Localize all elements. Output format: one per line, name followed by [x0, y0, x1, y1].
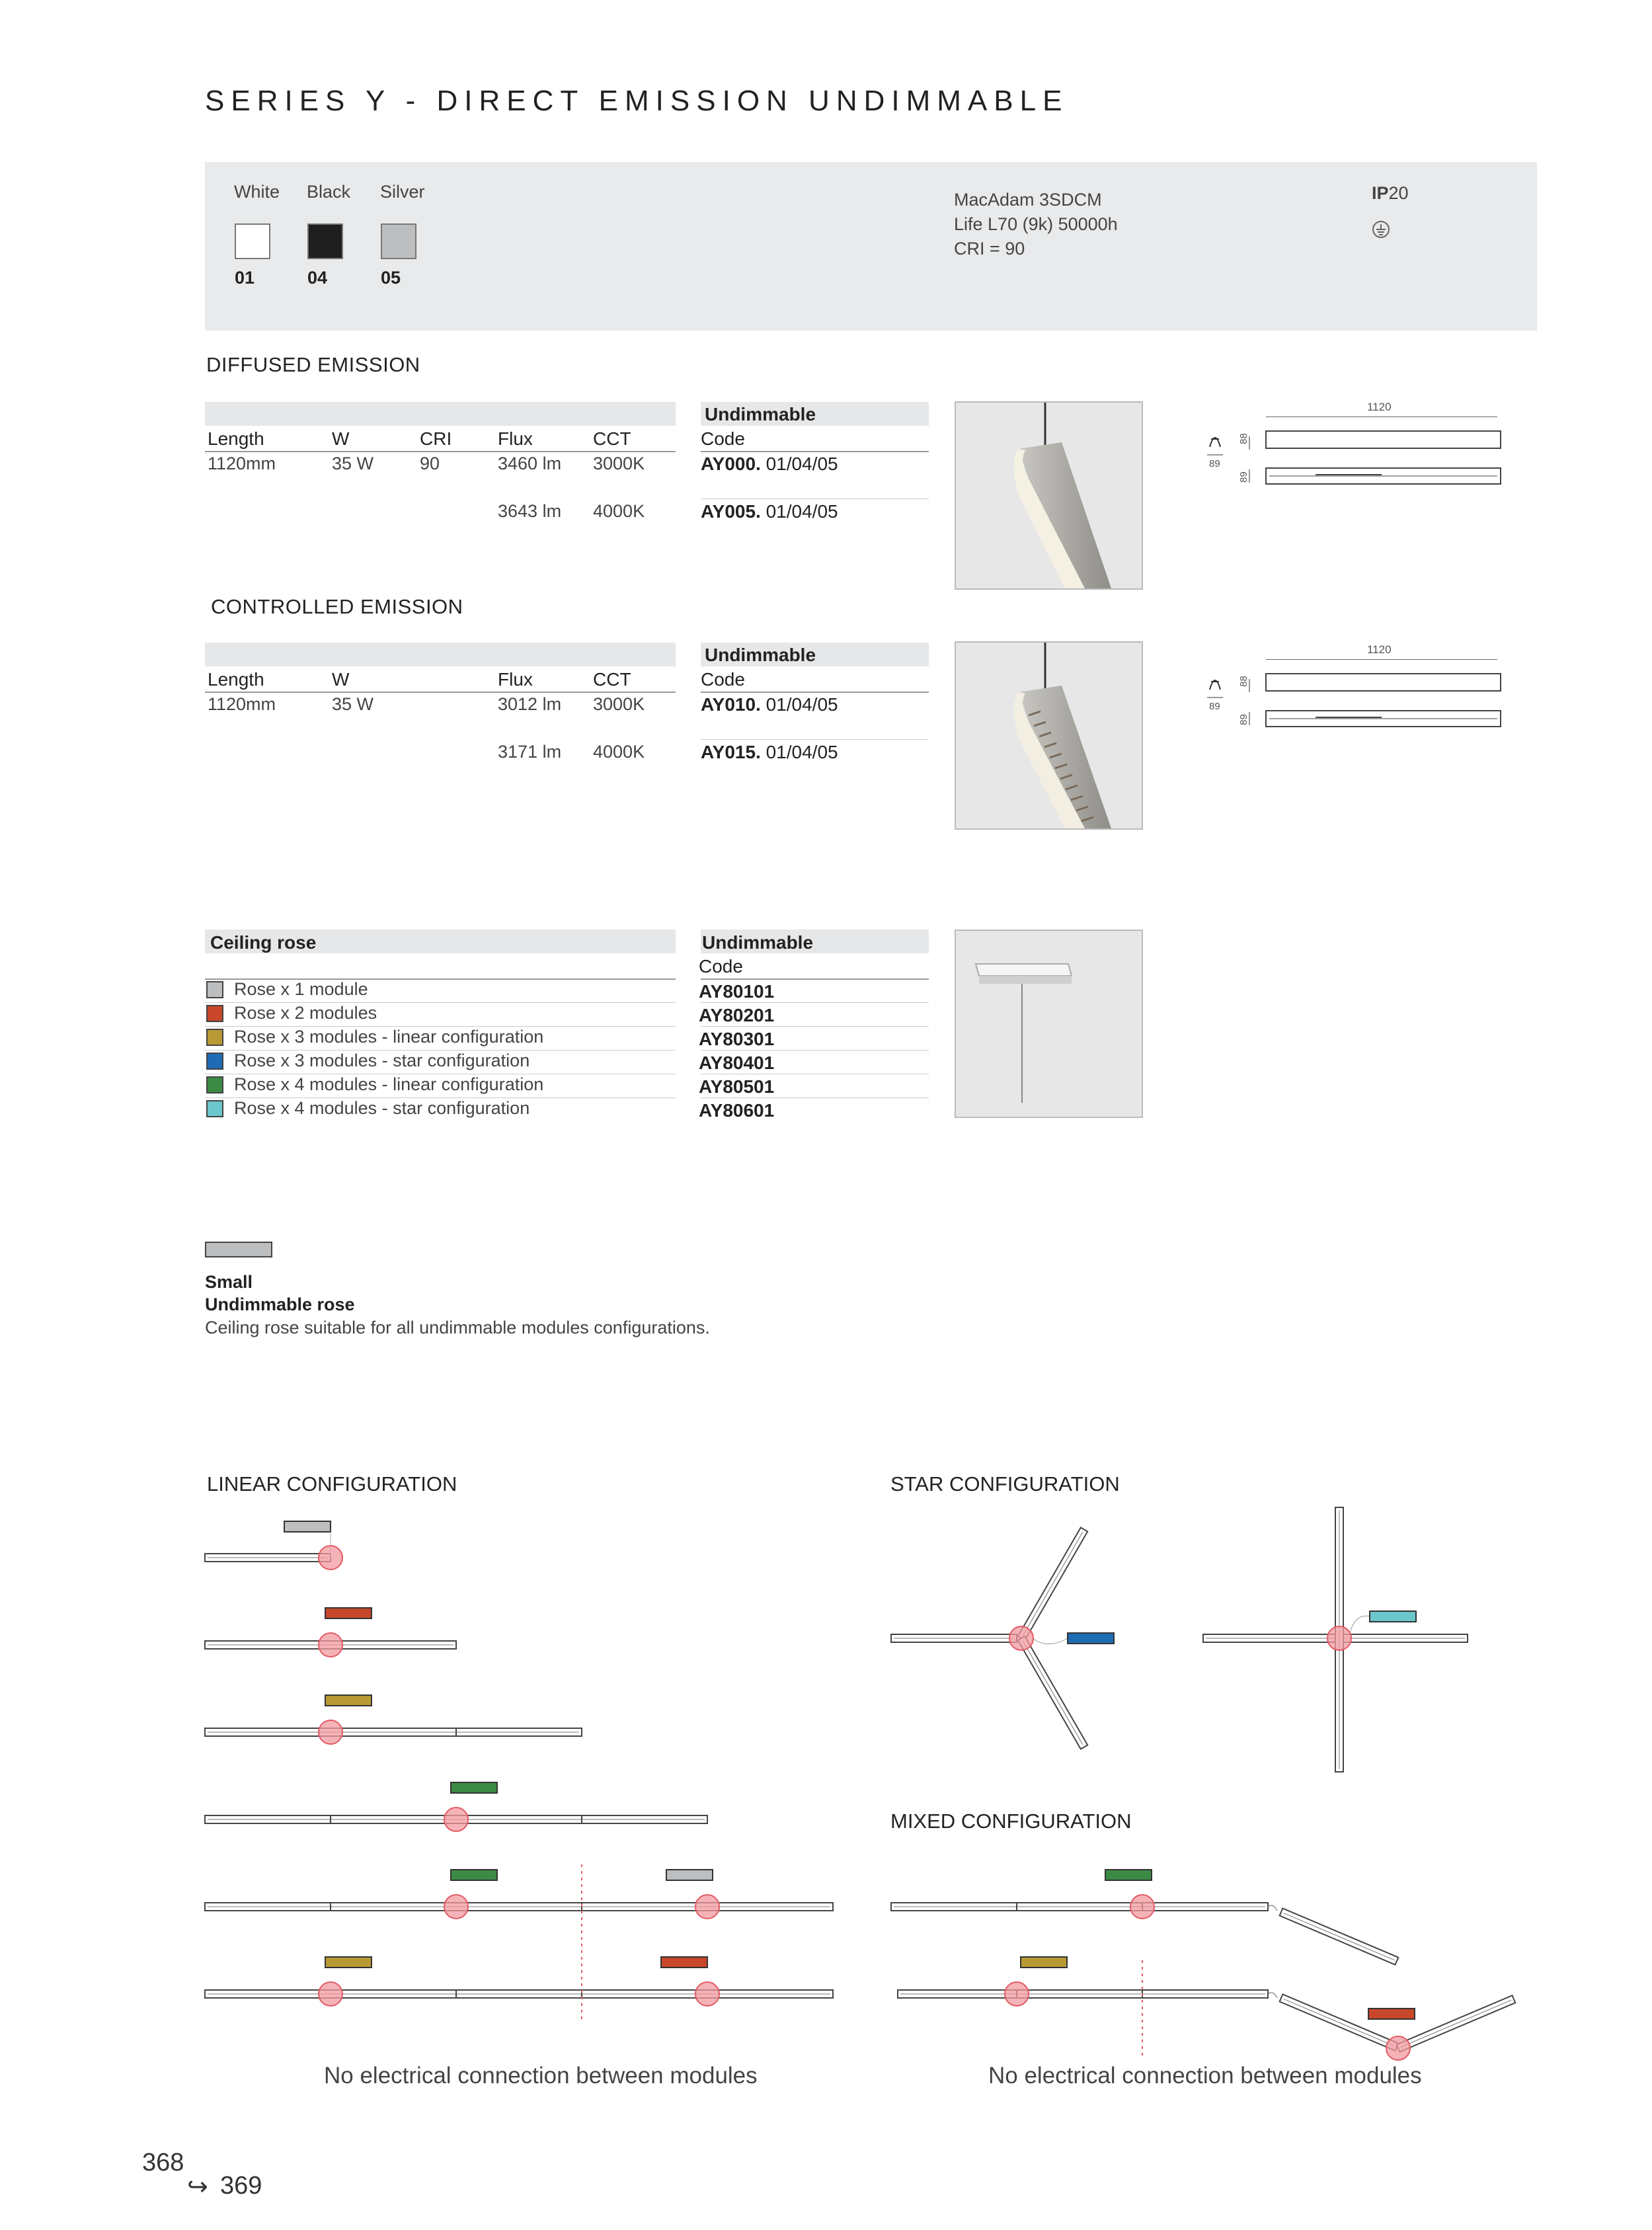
divider — [701, 1002, 929, 1003]
controlled-row1-code-number: AY010. — [701, 694, 761, 715]
rose-item-label: Rose x 4 modules - star configuration — [234, 1098, 530, 1118]
finish-swatch-silver[interactable] — [381, 223, 416, 259]
spec-cri: CRI = 90 — [954, 239, 1025, 259]
diffused-row2-cct: 4000K — [593, 501, 645, 521]
diffused-row1-code-number: AY000. — [701, 454, 761, 474]
diffused-dim-h1: 88 — [1238, 433, 1249, 444]
rose-item-label: Rose x 1 module — [234, 979, 368, 999]
finish-swatch-black[interactable] — [307, 223, 343, 259]
page-arrow-icon: ↪ — [187, 2173, 208, 2201]
rose-item-label: Rose x 2 modules — [234, 1003, 377, 1023]
divider — [205, 451, 676, 452]
rose-item-code[interactable]: AY80101 — [699, 981, 775, 1002]
controlled-col-cct: CCT — [593, 669, 631, 690]
controlled-row2-finish: 01/04/05 — [766, 742, 838, 762]
spec-life: Life L70 (9k) 50000h — [954, 214, 1118, 234]
dimension-line — [1266, 659, 1497, 660]
diffused-header-bar — [205, 402, 676, 426]
rose-item-code[interactable]: AY80601 — [699, 1100, 775, 1121]
rose-item-label: Rose x 4 modules - linear configuration — [234, 1074, 544, 1094]
divider — [205, 692, 676, 693]
rose-item-code[interactable]: AY80501 — [699, 1076, 775, 1097]
finish-swatch-white[interactable] — [235, 223, 270, 259]
rose-item-code[interactable]: AY80201 — [699, 1005, 775, 1025]
diffused-row1-w: 35 W — [332, 454, 374, 473]
controlled-row1-flux: 3012 lm — [498, 694, 562, 714]
diffused-col-w: W — [332, 428, 350, 449]
rose-color-swatch — [206, 1100, 223, 1117]
controlled-lamp-image — [956, 643, 1142, 828]
rose-image — [956, 931, 1142, 1117]
divider — [701, 739, 929, 740]
diffused-col-length: Length — [208, 428, 264, 449]
diffused-dim-length: 1120 — [1367, 401, 1392, 413]
page-number-right: 369 — [220, 2172, 262, 2200]
diffused-row1-flux: 3460 lm — [498, 454, 562, 473]
finish-label-black: Black — [307, 182, 351, 202]
diffused-title: DIFFUSED EMISSION — [206, 353, 420, 376]
page-title: SERIES Y - DIRECT EMISSION UNDIMMABLE — [205, 85, 1069, 117]
divider — [701, 978, 929, 980]
divider — [701, 498, 929, 499]
controlled-row1-finish: 01/04/05 — [766, 694, 838, 715]
mixed-no-connection-note: No electrical connection between modules — [988, 2063, 1422, 2089]
rose-color-swatch — [206, 1005, 223, 1022]
linear-configuration-diagram — [198, 1507, 859, 2023]
linear-config-title: LINEAR CONFIGURATION — [207, 1472, 457, 1495]
divider — [701, 1050, 929, 1051]
star-4-configuration-diagram — [1197, 1501, 1494, 1785]
star-config-title: STAR CONFIGURATION — [890, 1472, 1120, 1495]
page-number-left: 368 — [142, 2149, 184, 2176]
controlled-col-w: W — [332, 669, 350, 690]
controlled-row2-cct: 4000K — [593, 742, 645, 762]
diffused-undimmable-label: Undimmable — [705, 404, 816, 424]
rose-undimmable-label: Undimmable — [702, 932, 814, 953]
divider — [701, 692, 929, 693]
rose-color-swatch — [206, 1053, 223, 1070]
controlled-dim-h2: 89 — [1238, 714, 1249, 725]
controlled-header-bar — [205, 643, 676, 666]
diffused-row1-cct: 3000K — [593, 454, 645, 473]
controlled-col-code: Code — [701, 669, 745, 690]
controlled-dim-h1: 88 — [1238, 676, 1249, 687]
finish-label-silver: Silver — [380, 182, 425, 202]
controlled-row2-code-number: AY015. — [701, 742, 761, 762]
divider — [701, 451, 929, 452]
diffused-row2-code-number: AY005. — [701, 501, 761, 522]
diffused-row2-flux: 3643 lm — [498, 501, 562, 521]
rose-color-swatch — [206, 1076, 223, 1094]
finish-code-silver: 05 — [381, 268, 401, 288]
controlled-undimmable-label: Undimmable — [705, 645, 816, 665]
small-rose-type: Undimmable rose — [205, 1294, 355, 1314]
diffused-row1-length: 1120mm — [208, 454, 276, 473]
controlled-dim-w: 89 — [1209, 701, 1220, 712]
rose-product-photo — [955, 930, 1143, 1118]
diffused-row2-code[interactable] — [701, 501, 838, 522]
finish-code-white: 01 — [235, 268, 255, 288]
diffused-row1-cri: 90 — [420, 454, 440, 473]
rose-item-label: Rose x 3 modules - linear configuration — [234, 1027, 544, 1047]
star-3-configuration-diagram — [879, 1507, 1210, 1785]
small-rose-size: Small — [205, 1272, 253, 1292]
controlled-row1-w: 35 W — [332, 694, 374, 714]
mixed-configuration-diagram — [879, 1851, 1540, 2089]
divider — [701, 1097, 929, 1098]
ip-rating — [1372, 181, 1409, 206]
finish-label-white: White — [234, 182, 280, 202]
controlled-row1-cct: 3000K — [593, 694, 645, 714]
controlled-product-photo — [955, 641, 1143, 830]
diffused-dim-w: 89 — [1209, 458, 1220, 469]
controlled-row2-flux: 3171 lm — [498, 742, 562, 762]
rose-item-code[interactable]: AY80301 — [699, 1029, 775, 1049]
diffused-row1-finish: 01/04/05 — [766, 454, 838, 474]
small-rose-description: Ceiling rose suitable for all undimmable modules configurations. — [205, 1318, 710, 1337]
small-rose-swatch — [205, 1242, 272, 1257]
diffused-col-cct: CCT — [593, 428, 631, 449]
finish-code-black: 04 — [307, 268, 328, 288]
rose-item-label: Rose x 3 modules - star configuration — [234, 1051, 530, 1070]
diffused-col-cri: CRI — [420, 428, 452, 449]
rose-color-swatch — [206, 981, 223, 998]
controlled-dim-length: 1120 — [1367, 643, 1392, 656]
controlled-row1-code[interactable] — [701, 694, 838, 715]
controlled-row1-length: 1120mm — [208, 694, 276, 714]
ground-icon — [1372, 220, 1390, 239]
controlled-col-flux: Flux — [498, 669, 533, 690]
divider — [701, 1026, 929, 1027]
rose-color-swatch — [206, 1029, 223, 1046]
diffused-row2-finish: 01/04/05 — [766, 501, 838, 522]
diffused-product-photo — [955, 401, 1143, 590]
diffused-col-code: Code — [701, 428, 745, 449]
rose-title: Ceiling rose — [210, 932, 317, 953]
ip-label: IP — [1372, 183, 1389, 203]
controlled-title: CONTROLLED EMISSION — [211, 595, 463, 618]
controlled-col-length: Length — [208, 669, 264, 690]
diffused-col-flux: Flux — [498, 428, 533, 449]
spec-macadam: MacAdam 3SDCM — [954, 190, 1102, 210]
rose-col-code: Code — [699, 956, 743, 976]
controlled-row2-code[interactable] — [701, 742, 838, 763]
diffused-lamp-image — [956, 403, 1142, 588]
rose-item-code[interactable]: AY80401 — [699, 1053, 775, 1073]
diffused-row1-code[interactable] — [701, 454, 838, 475]
mixed-config-title: MIXED CONFIGURATION — [890, 1810, 1132, 1833]
linear-no-connection-note: No electrical connection between modules — [324, 2063, 758, 2089]
diffused-dim-h2: 89 — [1238, 471, 1249, 483]
ip-number: 20 — [1388, 183, 1409, 203]
